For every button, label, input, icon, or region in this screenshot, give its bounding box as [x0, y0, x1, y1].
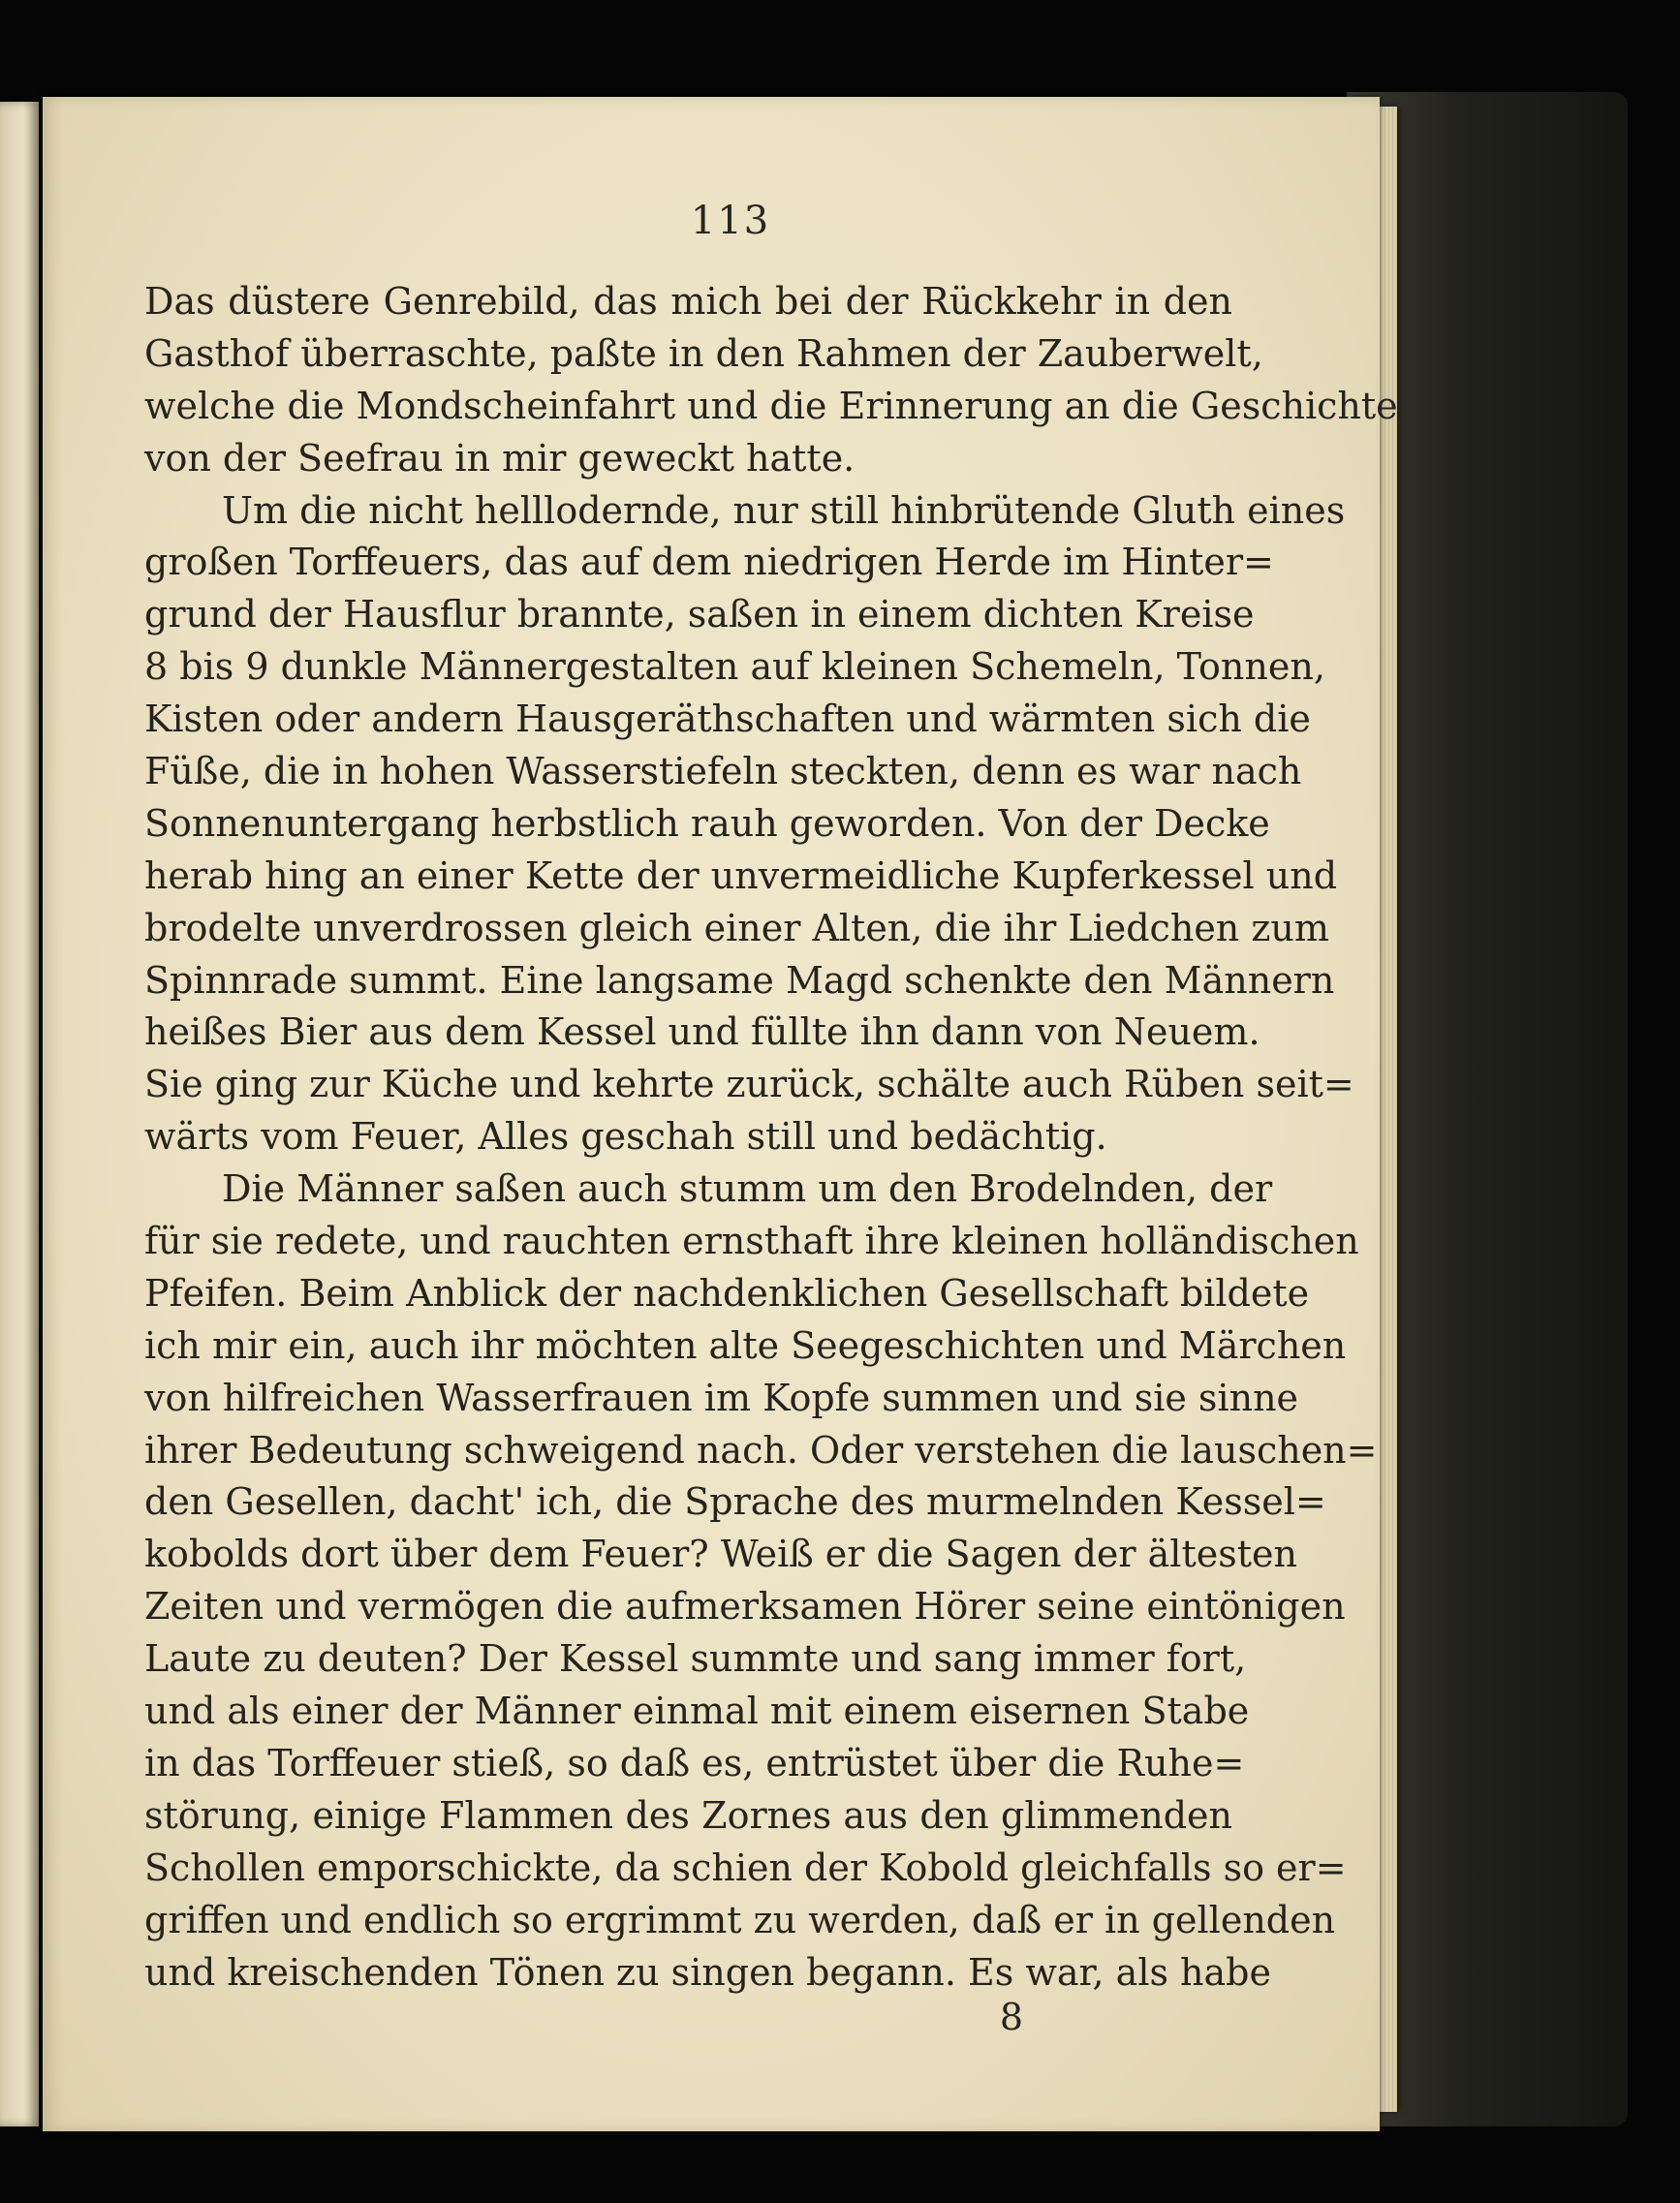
text-line: 8 bis 9 dunkle Männergestalten auf kleinen Schemeln, Tonnen, — [144, 645, 1325, 689]
text-line: und kreischenden Tönen zu singen begann. Es war, als habe — [144, 1950, 1271, 1994]
text-line: ich mir ein, auch ihr möchten alte Seegeschichten und Märchen — [144, 1323, 1347, 1367]
book-page — [43, 97, 1398, 2131]
text-line: welche die Mondscheinfahrt und die Erinnerung an die Geschichte — [144, 384, 1398, 427]
text-line: herab hing an einer Kette der unvermeidliche Kupferkessel und — [144, 853, 1338, 897]
text-line: Schollen emporschickte, da schien der Kobold gleichfalls so er= — [144, 1846, 1347, 1889]
signature-mark: 8 — [999, 1996, 1024, 2038]
text-line: wärts vom Feuer, Alles geschah still und bedächtig. — [144, 1115, 1107, 1159]
text-line: Pfeifen. Beim Anblick der nachdenklichen Gesellschaft bildete — [144, 1271, 1310, 1315]
text-line: für sie redete, und rauchten ernsthaft ihre kleinen holländischen — [144, 1220, 1359, 1263]
text-line: griffen und endlich so ergrimmt zu werden, daß er in gellenden — [144, 1898, 1336, 1941]
text-line: heißes Bier aus dem Kessel und füllte ihn dann von Neuem. — [144, 1010, 1260, 1054]
text-line: und als einer der Männer einmal mit einem eisernen Stabe — [144, 1690, 1250, 1733]
text-line: in das Torffeuer stieß, so daß es, entrüstet über die Ruhe= — [144, 1741, 1245, 1784]
text-line: großen Torffeuers, das auf dem niedrigen Herde im Hinter= — [144, 541, 1274, 584]
text-line: Kisten oder andern Hausgeräthschaften und wärmten sich die — [144, 698, 1311, 741]
text-line: kobolds dort über dem Feuer? Weiß er die Sagen der ältesten — [144, 1533, 1297, 1576]
text-line: Sonnenuntergang herbstlich rauh geworden. Von der Decke — [144, 801, 1270, 845]
text-line: brodelte unverdrossen gleich einer Alten, die ihr Liedchen zum — [144, 906, 1329, 949]
facing-page-edge — [0, 102, 39, 2126]
text-line: Zeiten und vermögen die aufmerksamen Hörer seine eintönigen — [144, 1585, 1346, 1629]
text-line: Laute zu deuten? Der Kessel summte und sang immer fort, — [144, 1637, 1247, 1681]
page-number: 113 — [690, 199, 771, 243]
text-line: Füße, die in hohen Wasserstiefeln steckten, denn es war nach — [144, 750, 1302, 793]
text-line: von der Seefrau in mir geweckt hatte. — [144, 436, 856, 480]
text-line: Gasthof überraschte, paßte in den Rahmen der Zauberwelt, — [144, 331, 1263, 375]
text-line: Die Männer saßen auch stumm um den Brodelnden, der — [222, 1167, 1273, 1211]
text-line: störung, einige Flammen des Zornes aus den glimmenden — [144, 1793, 1232, 1837]
text-line: Sie ging zur Küche und kehrte zurück, schälte auch Rüben seit= — [144, 1063, 1354, 1106]
text-line: den Gesellen, dacht' ich, die Sprache des murmelnden Kessel= — [144, 1480, 1326, 1524]
text-line: grund der Hausflur brannte, saßen in einem dichten Kreise — [144, 593, 1255, 636]
text-line: Um die nicht helllodernde, nur still hinbrütende Gluth eines — [222, 488, 1346, 532]
text-line: ihrer Bedeutung schweigend nach. Oder verstehen die lauschen= — [144, 1428, 1378, 1472]
text-line: Spinnrade summt. Eine langsame Magd schenkte den Männern — [144, 958, 1335, 1002]
text-line: Das düstere Genrebild, das mich bei der Rückkehr in den — [144, 280, 1232, 323]
body-text — [144, 276, 1398, 1999]
text-line: von hilfreichen Wasserfrauen im Kopfe summen und sie sinne — [144, 1376, 1299, 1419]
